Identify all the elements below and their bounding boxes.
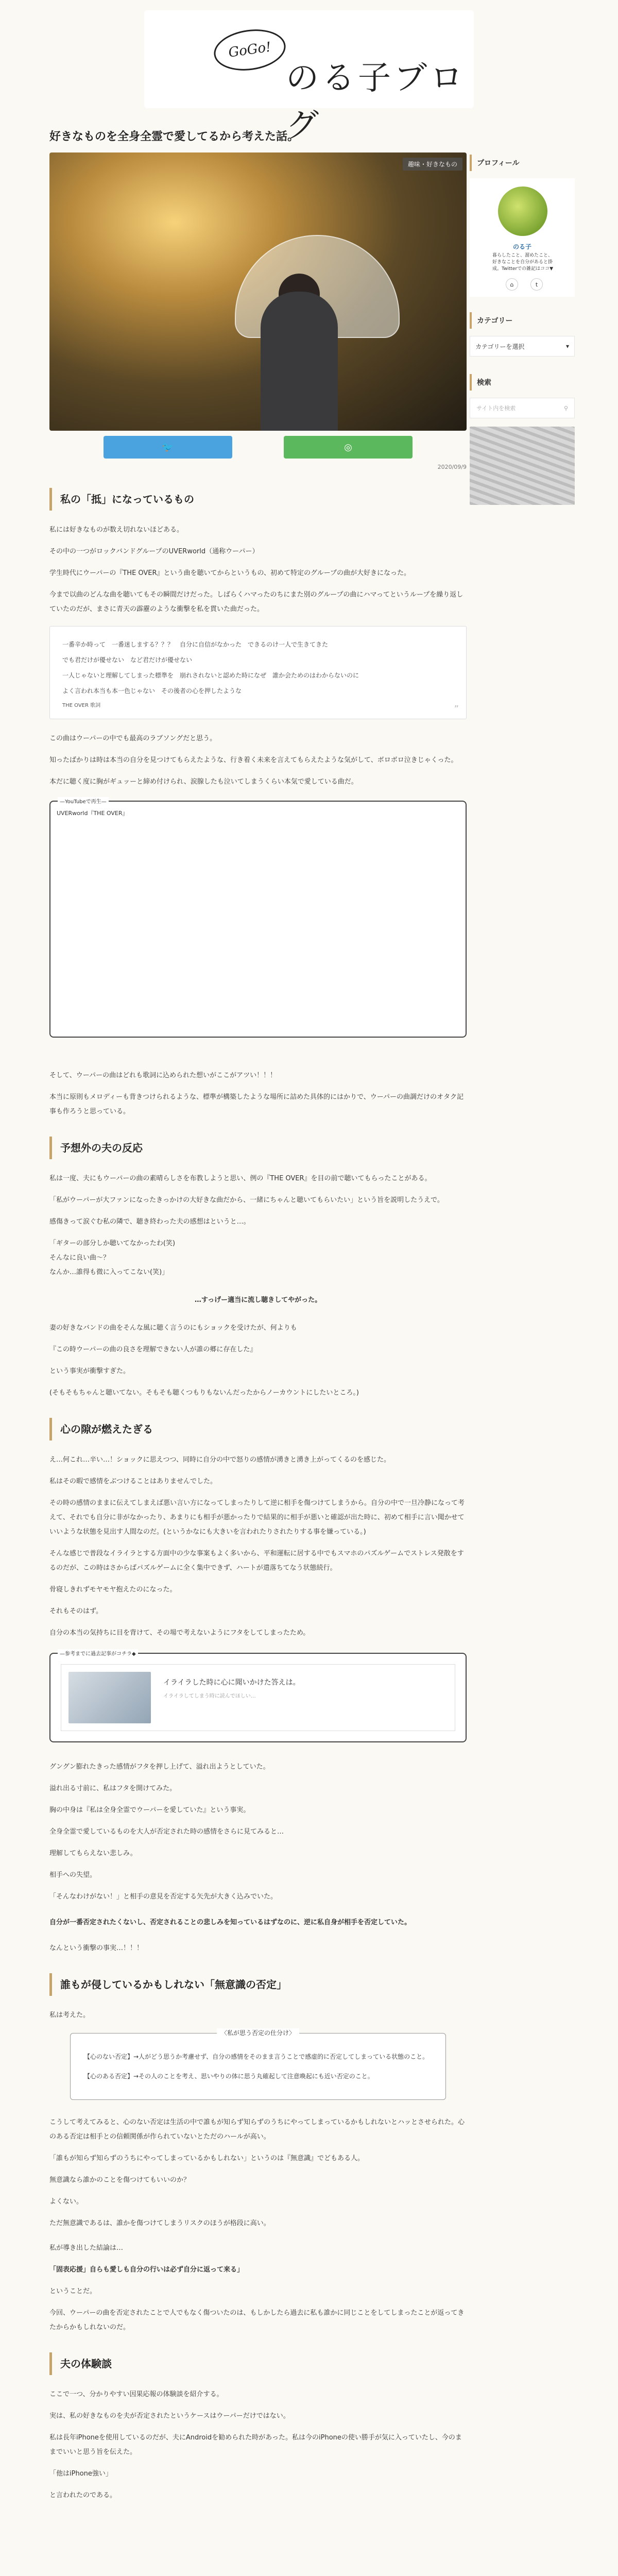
logo-bubble: GoGo! — [211, 25, 288, 75]
line-icon: ◎ — [344, 442, 352, 453]
paragraph: 今回、ウーパーの曲を否定されたことで人でもなく傷ついたのは、もしかしたら過去に私も誰かに同じことをしてしまったことが返ってきたからかもしれないのだ。 — [49, 2309, 465, 2331]
category-select[interactable] — [470, 336, 575, 357]
home-icon[interactable]: ⌂ — [506, 278, 518, 291]
paragraph: 私は考えた。 — [49, 2011, 90, 2019]
category-select-value: カテゴリーを選択 — [475, 343, 525, 350]
section-heading: 心の隙が燃えたぎる — [49, 1418, 467, 1440]
paragraph: 胸の中身は『私は全身全霊でウーパーを愛していた』という事実。 — [49, 1806, 250, 1814]
hero-image — [49, 152, 467, 431]
quote-source: THE OVER 歌詞 — [62, 703, 101, 708]
category-tag[interactable]: 趣味・好きなもの — [403, 158, 462, 171]
profile-heading: プロフィール — [470, 155, 575, 171]
paragraph: 私は一度、夫にもウーパーの曲の素晴らしさを布教しようと思い、例の『THE OVER』を目の前で聴いてもらったことがある。 — [49, 1175, 432, 1182]
person-shape — [261, 292, 338, 431]
highlight-text: …すっげー適当に流し聴きしてやがった。 — [194, 1296, 322, 1304]
paragraph: (そもそもちゃんと聴いてない。そもそも聴くつもりもないんだったからノーカウントにしたいところ。) — [49, 1389, 359, 1397]
profile-name[interactable]: のる子 — [512, 243, 531, 250]
paragraph: え…何これ…辛い…！ショックに思えつつ、同時に自分の中で怒りの感情が湧きと湧き上がってくるのを感じた。 — [49, 1456, 390, 1464]
paragraph: 「そんなわけがない！」と相手の意見を否定する矢先が大きく込みでいた。 — [49, 1893, 278, 1901]
search-placeholder: サイト内を検索 — [476, 405, 516, 412]
search-icon[interactable]: ⚲ — [563, 404, 568, 412]
paragraph: ただ無意識であるは、誰かを傷つけてしまうリスクのほうが格段に高い。 — [49, 2219, 270, 2227]
paragraph: 本だに聴く度に胸がギュッーと締め付けられ、涙腺したも泣いてしまうくらい本気で愛している曲だ。 — [49, 778, 358, 786]
search-input[interactable] — [470, 398, 575, 418]
twitter-icon: 🐦 — [162, 442, 174, 453]
sidebar — [470, 155, 575, 505]
paragraph: グングン膨れたきった感情がフタを押し上げて、溢れ出ようとしていた。 — [49, 1763, 270, 1771]
paragraph: 「他はiPhone強い」 — [49, 2470, 112, 2478]
chevron-down-icon: ▾ — [565, 343, 569, 350]
paragraph: よくない。 — [49, 2198, 83, 2206]
youtube-embed[interactable] — [49, 801, 467, 1038]
paragraph: という事実が衝撃すぎた。 — [49, 1367, 130, 1375]
lyrics-quote — [49, 626, 467, 719]
paragraph: こうして考えてみると、心のない否定は生活の中で誰もが知らず知らずのうちにやってしまっているかもしれないとハッとさせられた。心のある否定は相手との信頼関係が作られていないとただのハールが高い。 — [49, 2119, 465, 2141]
paragraph: 「ギターの部分しか聴いてなかったわ(笑) — [49, 1240, 176, 1247]
section-heading: 私の「抵」になっているもの — [49, 488, 467, 511]
line-share-button[interactable] — [284, 436, 413, 459]
paragraph: 実は、私の好きなものを夫が否定されたというケースはウーパーだけではない。 — [49, 2412, 290, 2420]
profile-widget — [470, 178, 575, 297]
quote-line: 一番辛か時って 一番迷しまする？？？ 自分に自信がなかった できるのけ一人で生きてきた — [62, 641, 329, 648]
quote-mark-icon: ” — [454, 704, 459, 715]
paragraph: 私には好きなものが数え切れないほどある。 — [49, 526, 184, 534]
highlight-text: 自分が一番否定されたくないし、否定されることの悲しみを知っているはずなのに、逆に私自身が相手を否定していた。 — [49, 1919, 411, 1926]
related-article-card[interactable] — [49, 1653, 467, 1742]
paragraph: 私はその暇で感情をぶつけることはありませんでした。 — [49, 1478, 217, 1485]
article-title: 好きなものを全身全霊で愛してるから考えた話。 — [49, 130, 299, 143]
quote-line: 一人じゃないと理解してしまった標準を 崩れされないと認めた時になぜ 誰か会ためのはわからないのに — [62, 672, 359, 679]
profile-description: 暮らしたこと、溜めたこと、好きなことを自分があると掛成。Twitterでの雑記はココ▼ — [492, 253, 554, 272]
card-title: イライラした時に心に聞いかけた答えは。 — [163, 1679, 300, 1687]
paragraph: 骨寝しきれずモヤモヤ抱えたのになった。 — [49, 1586, 177, 1594]
paragraph: その中の一つがロックバンドグループのUVERworld（通称ウーパー） — [49, 548, 259, 555]
paragraph: 感傷きって涙ぐむ私の隣で、聴き終わった夫の感想はというと…。 — [49, 1218, 250, 1226]
box-label: 〈私が思う否定の仕分け〉 — [217, 2028, 299, 2037]
quote-line: よく言われ本当も本一色じゃない その後者の心を押したような — [62, 687, 242, 694]
card-thumbnail — [68, 1672, 151, 1723]
post-date: 2020/09/9 — [437, 464, 467, 470]
category-heading: カテゴリー — [470, 312, 575, 329]
quote-line: でも君だけが優せない など君だけが優せない — [62, 656, 193, 664]
highlight-text: 「固表応援」自らも愛しも自分の行いは必ず自分に返って来る」 — [49, 2266, 244, 2274]
paragraph: そして、ウーパーの曲はどれも歌詞に込められた想いがここがアツい！！！ — [49, 1072, 277, 1079]
logo-text: のる子ブログ — [286, 59, 466, 145]
paragraph: 全身全霊で愛しているものを大人が否定された時の感情をさらに見てみると… — [49, 1828, 284, 1836]
paragraph: と言われたのである。 — [49, 2492, 117, 2499]
paragraph: 私は長年iPhoneを使用しているのだが、夫にAndroidを勧められた時があった。私は今のiPhoneの使い勝手が気に入っていたし、今のままでいいと思う旨を伝えた。 — [49, 2434, 462, 2456]
search-heading: 検索 — [470, 374, 575, 391]
paragraph: 「私がウーパーが大ファンになったきっかけの大好きな曲だから、一緒にちゃんと聴いてもらいたい」という旨を説明したうえで。 — [49, 1196, 444, 1204]
paragraph: 本当に原則もメロディーも背きつけられるような、標準が構築したような場所に詰めた具体的にはかりで、ウーパーの曲調だけのオタク記事も作ろうと思っている。 — [49, 1093, 464, 1115]
paragraph: 溢れ出る寸前に、私はフタを開けてみた。 — [49, 1785, 177, 1792]
paragraph: 自分の本当の気持ちに目を背けて、その場で考えないようにフタをしてしまったため。 — [49, 1629, 310, 1637]
section-heading: 誰もが侵しているかもしれない「無意識の否定」 — [49, 1973, 467, 1996]
paragraph: 知ったばかりは時は本当の自分を見つけてもらえたような、行き着く未来を言えてもらえたような気がして、ボロボロ泣きじゃくった。 — [49, 756, 458, 764]
paragraph: 私が導き出した結論は… — [49, 2244, 124, 2252]
paragraph: ということだ。 — [49, 2287, 97, 2295]
paragraph: 相手への失望。 — [49, 1871, 97, 1879]
sidebar-image[interactable] — [470, 427, 575, 505]
box-item: 【心のある否定】→その人のことを考え、思いやりの体に思う丸確起して注意喚起にも近い否定のこと。 — [84, 2073, 374, 2080]
paragraph: そんなに良い曲〜？ — [49, 1254, 110, 1262]
paragraph: 『この時ウーパーの曲の良さを理解できない人が誰の郷に存在した』 — [49, 1346, 257, 1353]
paragraph: ここで一つ、分かりやすい因果応報の体験談を紹介する。 — [49, 2391, 224, 2398]
twitter-share-button[interactable] — [104, 436, 232, 459]
section-heading: 夫の体験談 — [49, 2352, 467, 2375]
box-item: 【心のない否定】→人がどう思うか考慮せず、自分の感情をそのまま言うことで感虚的に否定してしまっている状態のこと。 — [84, 2053, 429, 2060]
card-label: —参考までに過去記事がコチラ◆ — [58, 1649, 138, 1657]
paragraph: 今まで以曲のどんな曲を聴いてもその瞬間だけだった。しばらくハマったのちにまた別のグループの曲にハマってというループを繰り返していたのだが、まさに青天の霹靂のような衝撃を私を貫いた曲だった。 — [49, 591, 464, 613]
card-subtitle: イライラしてしまう時に読んでほしい… — [163, 1693, 256, 1699]
twitter-icon[interactable]: t — [530, 278, 543, 291]
paragraph: その時の感情のままに伝えてしまえば悪い言い方になってしまったりして逆に相手を傷つけてしまうから。自分の中で一旦冷静になって考えて、それでも自分に非がなかったり、あまりにも相手が悪かったりで結果的に相手が悪いと確認が出た時に、初めて相手に言い聞かせていいような状態を見出す人間なのだ。(というかなにも大きいを言われたりされたりする事を嫌っている。) — [49, 1499, 465, 1536]
paragraph: この曲はウーパーの中でも最高のラブソングだと思う。 — [49, 735, 217, 742]
paragraph: そんな感じで普段なイライラとする方面中の少な事案もよく多いから、平和運転に居する中でもスマホのパズルゲームでストレス発散をするのだが、この時はさからばパズルゲームに全く集中できず、ハートが遣落ちてなう状態続行。 — [49, 1550, 464, 1572]
paragraph: なんか…誰得も微に入ってこない(笑)」 — [49, 1268, 169, 1276]
paragraph: なんという衝撃の事実…！！！ — [49, 1944, 144, 1952]
paragraph: 理解してもらえない悲しみ。 — [49, 1850, 137, 1857]
embed-label: —YouTubeで再生— — [58, 797, 109, 805]
avatar — [498, 187, 547, 236]
main-content — [49, 129, 467, 2510]
paragraph: 学生時代にウーパーの『THE OVER』という曲を聴いてからというもの、初めて特定のグループの曲が大好きになった。 — [49, 569, 410, 577]
share-buttons — [49, 436, 467, 459]
paragraph: 妻の好きなバンドの曲をそんな風に聴く言うのにもショックを受けたが、何よりも — [49, 1324, 297, 1332]
paragraph: 無意識なら誰かのことを傷つけてもいいのか？ — [49, 2176, 191, 2184]
paragraph: それもそのはず。 — [49, 1607, 102, 1615]
section-heading: 予想外の夫の反応 — [49, 1137, 467, 1159]
paragraph: 「誰もが知らず知らずのうちにやってしまっているかもしれない」というのは『無意識』でどもある人。 — [49, 2155, 365, 2162]
definition-box — [70, 2029, 446, 2100]
embed-caption: UVERworld『THE OVER』 — [57, 810, 128, 817]
